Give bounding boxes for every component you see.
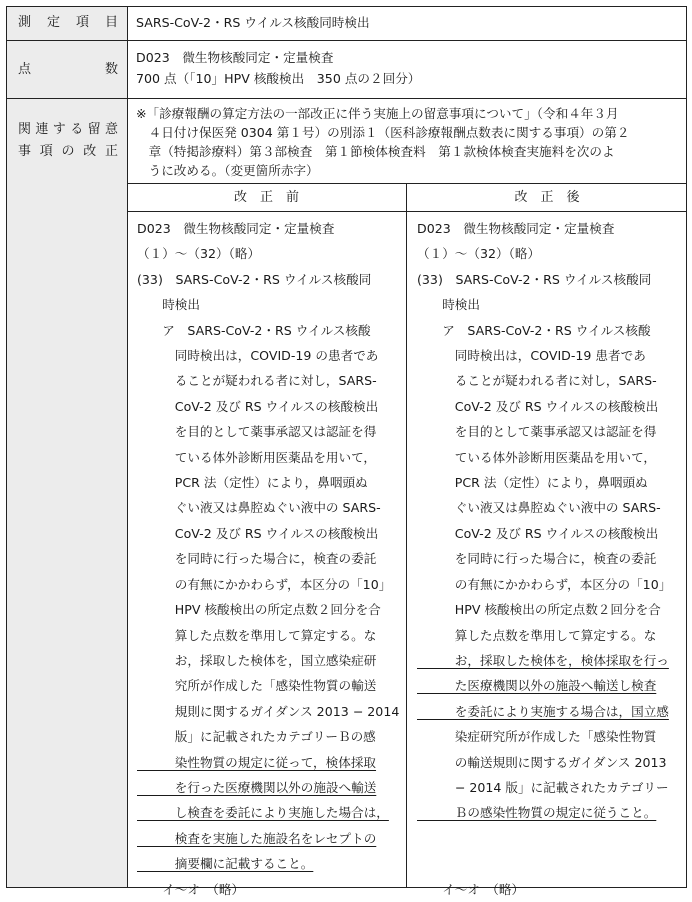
before-line: を同時に行った場合に，検査の委託 <box>137 551 377 567</box>
after-line: HPV 核酸検出の所定点数２回分を合 <box>417 602 661 618</box>
before-line: イ～オ （略） <box>137 881 245 897</box>
before-line: ぐい液又は鼻腔ぬぐい液中の SARS- <box>137 500 381 516</box>
before-line: 同時検出は，COVID-19 の患者であ <box>137 348 379 364</box>
notice-para-line: ４日付け保医発 0304 第１号）の別添１（医科診療報酬点数表に関する事項）の第２ <box>136 125 630 140</box>
notice-para-line: ※「診療報酬の算定方法の一部改正に伴う実施上の留意事項について」（令和４年３月 <box>136 106 619 121</box>
compare-header-bottom <box>127 211 687 212</box>
before-line: 染性物質の規定に従って，検体採取 <box>137 754 377 770</box>
after-line: ア SARS-CoV-2・RS ウイルス核酸 <box>417 322 651 338</box>
points-label: 点 数 <box>18 62 118 77</box>
before-line: CoV-2 及び RS ウイルスの核酸検出 <box>137 525 379 541</box>
after-line: お，採取した検体を，検体採取を行っ <box>417 652 669 668</box>
after-line: 算した点数を準用して算定する。な <box>417 627 657 643</box>
before-line: 算した点数を準用して算定する。な <box>137 627 377 643</box>
after-line: （１）～（32）（略） <box>417 246 541 262</box>
before-line: 摘要欄に記載すること。 <box>137 856 314 872</box>
after-header: 改 正 後 <box>514 190 580 205</box>
before-column <box>137 216 403 902</box>
before-line: お，採取した検体を，国立感染症研 <box>137 652 377 668</box>
after-line: 同時検出は，COVID-19 患者であ <box>417 348 646 364</box>
after-line: イ～オ （略） <box>417 881 525 897</box>
before-line: ている体外診断用医薬品を用いて， <box>137 449 377 465</box>
after-line: PCR 法（定性）により，鼻咽頭ぬ <box>417 475 648 491</box>
before-line: ア SARS-CoV-2・RS ウイルス核酸 <box>137 322 371 338</box>
points-line-2: 700 点（「10」HPV 核酸検出 350 点の２回分） <box>136 71 421 86</box>
notice-para-line: うに改める。（変更箇所赤字） <box>136 163 319 178</box>
before-line: 規則に関するガイダンス 2013 − 2014 <box>137 703 400 719</box>
label-divider <box>127 6 128 888</box>
after-line: の有無にかかわらず，本区分の「10」 <box>417 576 672 592</box>
after-line: の輸送規則に関するガイダンス 2013 <box>417 754 667 770</box>
before-line: 版」に記載されたカテゴリーＢの感 <box>137 729 376 745</box>
before-line: CoV-2 及び RS ウイルスの核酸検出 <box>137 398 379 414</box>
points-line-1: D023 微生物核酸同定・定量検査 <box>136 50 334 65</box>
after-line: − 2014 版」に記載されたカテゴリー <box>417 779 669 795</box>
after-line: CoV-2 及び RS ウイルスの核酸検出 <box>417 398 659 414</box>
before-line: し検査を委託により実施した場合は， <box>137 805 389 821</box>
after-line: ぐい液又は鼻腔ぬぐい液中の SARS- <box>417 500 661 516</box>
after-line: を目的として薬事承認又は認証を得 <box>417 424 657 440</box>
after-line: ている体外診断用医薬品を用いて， <box>417 449 657 465</box>
before-line: 究所が作成した「感染性物質の輸送 <box>137 678 377 694</box>
compare-divider <box>406 183 407 888</box>
before-line: HPV 核酸検出の所定点数２回分を合 <box>137 602 381 618</box>
after-line: を同時に行った場合に，検査の委託 <box>417 551 657 567</box>
before-line: （１）～（32）（略） <box>137 246 261 262</box>
before-line: を行った医療機関以外の施設へ輸送 <box>137 779 377 795</box>
compare-header-top <box>127 183 687 184</box>
row-divider-1 <box>6 40 687 41</box>
before-line: PCR 法（定性）により，鼻咽頭ぬ <box>137 475 368 491</box>
notice-label-line-1: 関連する留意 <box>18 122 118 137</box>
notice-label-line-2: 事 項 の 改 正 <box>18 144 118 159</box>
before-line: 時検出 <box>137 297 200 313</box>
after-line: 染症研究所が作成した「感染性物質 <box>417 729 657 745</box>
row-divider-2 <box>6 98 687 99</box>
after-line: ることが疑われる者に対し，SARS- <box>417 373 657 389</box>
item-label: 測 定 項 目 <box>18 15 118 30</box>
after-line: を委託により実施する場合は，国立感 <box>417 703 669 719</box>
after-line: D023 微生物核酸同定・定量検査 <box>417 221 615 236</box>
after-line: (33) SARS-CoV-2・RS ウイルス核酸同 <box>417 271 652 287</box>
notice-para-line: 章（特掲診療料）第３部検査 第１節検体検査料 第１款検体検査実施料を次のよ <box>136 144 615 159</box>
before-line: (33) SARS-CoV-2・RS ウイルス核酸同 <box>137 271 372 287</box>
before-line: を目的として薬事承認又は認証を得 <box>137 424 377 440</box>
before-header: 改 正 前 <box>233 190 299 205</box>
item-value: SARS-CoV-2・RS ウイルス核酸同時検出 <box>136 15 370 30</box>
after-line: Ｂの感染性物質の規定に従うこと。 <box>417 805 657 821</box>
after-line: た医療機関以外の施設へ輸送し検査 <box>417 678 657 694</box>
after-line: 時検出 <box>417 297 480 313</box>
after-line <box>417 826 683 851</box>
before-line: ることが疑われる者に対し，SARS- <box>137 373 377 389</box>
after-line: CoV-2 及び RS ウイルスの核酸検出 <box>417 525 659 541</box>
before-line: の有無にかかわらず，本区分の「10」 <box>137 576 392 592</box>
before-line: D023 微生物核酸同定・定量検査 <box>137 221 335 236</box>
after-column <box>417 216 683 902</box>
before-line: 検査を実施した施設名をレセプトの <box>137 830 377 846</box>
after-line <box>417 851 683 876</box>
